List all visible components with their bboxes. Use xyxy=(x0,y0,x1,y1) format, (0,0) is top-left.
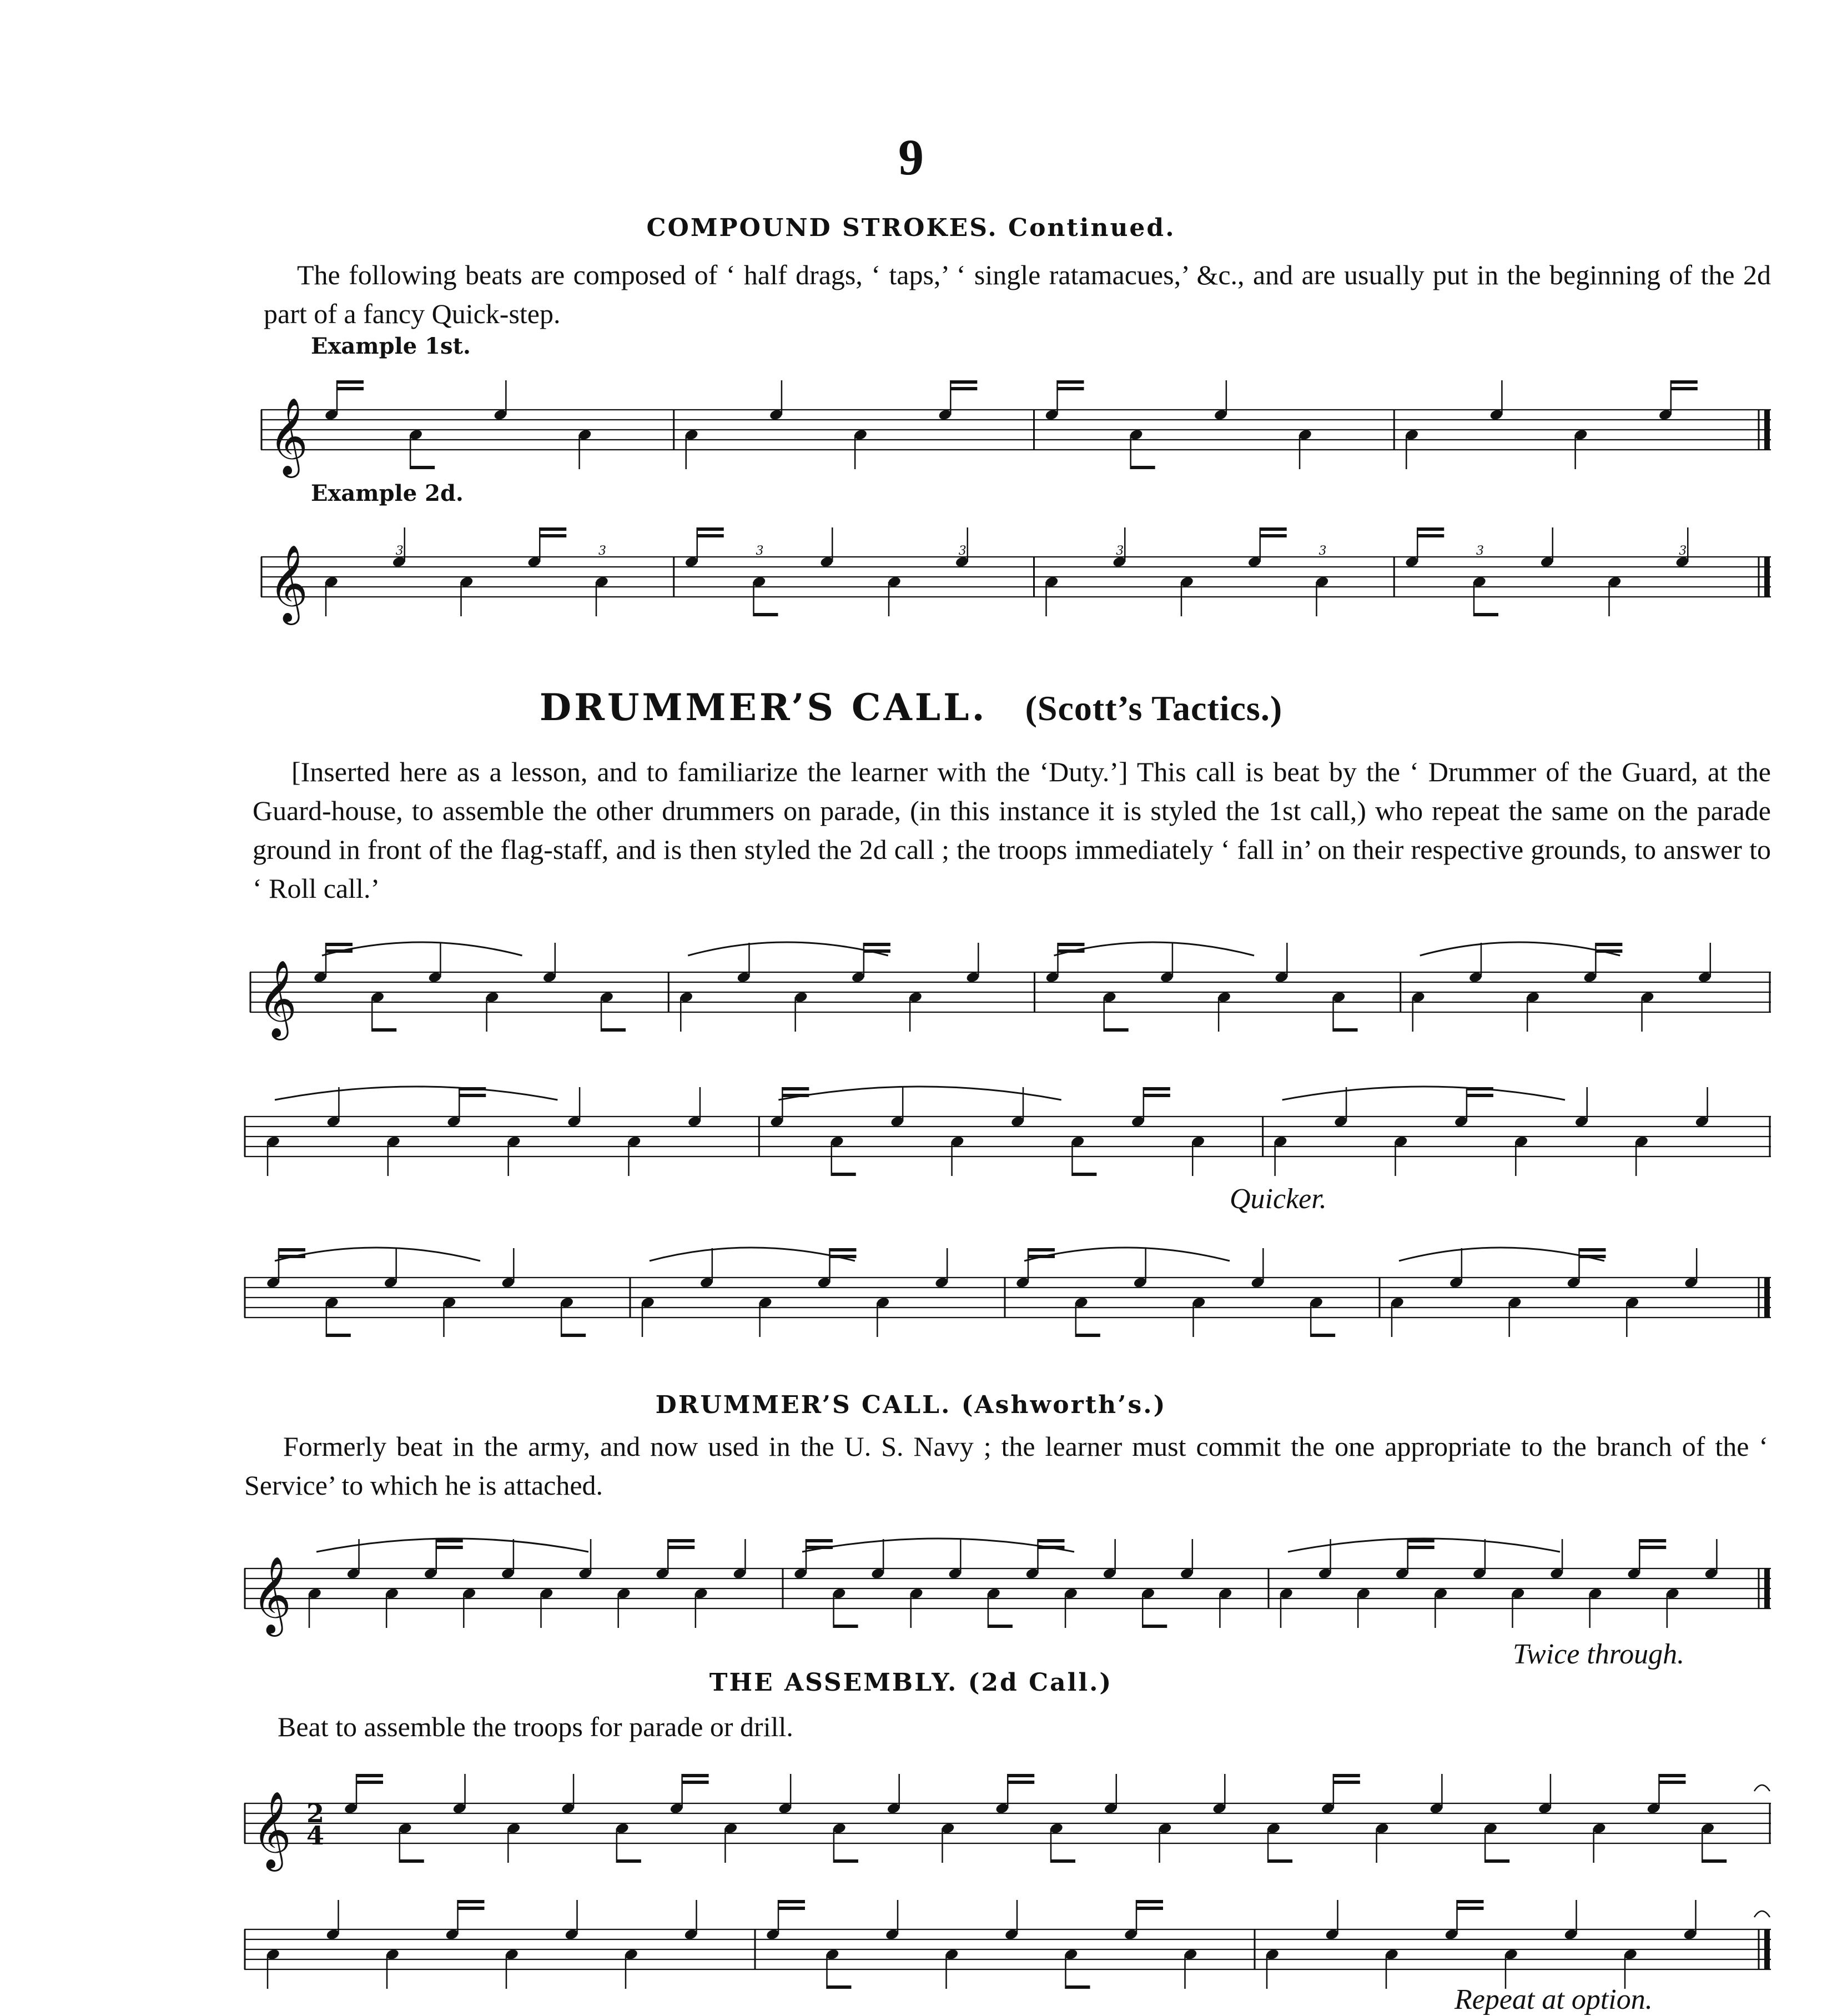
note-beam xyxy=(337,380,364,384)
final-bar-thick xyxy=(1764,557,1770,597)
triplet-mark: 3 xyxy=(598,544,606,558)
page-number: 9 xyxy=(898,129,924,185)
drummers-call-paragraph: [Inserted here as a lesson, and to familiarize the learner with the ‘Duty.’] This call is beat by the ‘ Drummer of the Guard, at the Guard-house, to assemble the other drummers on parade, (in this instance it is styled the 1st call,) who repeat the same on the parade ground in front of the flag-staff, and is then styled the 2d call ; the troops immediately ‘ fall in’ on their respective grounds, to answer to ‘ Roll call.’ xyxy=(253,756,1771,904)
note-beam xyxy=(1659,1781,1685,1784)
slur xyxy=(650,1248,855,1261)
note-beam xyxy=(1333,1781,1360,1784)
note-beam xyxy=(540,534,566,537)
note-beam xyxy=(950,380,977,384)
assembly-paragraph: Beat to assemble the troops for parade or drill. xyxy=(278,1711,793,1742)
note-beam xyxy=(832,1173,856,1176)
staff-example-2 xyxy=(261,519,1771,630)
slur xyxy=(275,1248,480,1261)
note-beam xyxy=(1058,949,1085,953)
note-beam xyxy=(1268,1859,1292,1863)
note-beam xyxy=(1038,1546,1065,1549)
note-beam xyxy=(1333,1028,1358,1032)
note-beam xyxy=(1639,1546,1666,1549)
note-beam xyxy=(1072,1173,1096,1176)
note-beam xyxy=(1579,1255,1606,1258)
note-beam xyxy=(459,1087,486,1090)
note-beam xyxy=(1076,1334,1100,1337)
note-beam xyxy=(834,1859,858,1863)
final-bar-thick xyxy=(1764,1929,1770,1969)
note-beam xyxy=(540,527,566,531)
compound-strokes-paragraph: The following beats are composed of ‘ half drags, ‘ taps,’ ‘ single ratamacues,’ &c., and are usually put in the beginning of the 2d part of a fancy Quick-step. xyxy=(264,259,1771,329)
note-beam xyxy=(1417,534,1444,537)
note-beam xyxy=(1408,1546,1435,1549)
note-beam xyxy=(1311,1334,1335,1337)
note-beam xyxy=(1058,387,1084,390)
note-beam xyxy=(1066,1985,1090,1989)
note-beam xyxy=(1144,1087,1170,1090)
note-beam xyxy=(1659,1774,1685,1777)
note-beam xyxy=(410,466,435,469)
note-beam xyxy=(806,1546,833,1549)
note-beam xyxy=(1671,380,1698,384)
note-beam xyxy=(1417,527,1444,531)
staff-drummers-call-3 xyxy=(244,1238,1771,1355)
staff-lines xyxy=(244,1117,1771,1157)
note-beam xyxy=(1136,1907,1163,1910)
note-beam xyxy=(1104,1028,1129,1032)
note-beam xyxy=(561,1334,586,1337)
note-beam xyxy=(1058,380,1084,384)
note-beam xyxy=(1408,1539,1435,1542)
note-beam xyxy=(436,1546,463,1549)
note-beam xyxy=(400,1859,424,1863)
note-beam xyxy=(782,1094,809,1097)
note-beam xyxy=(279,1255,305,1258)
note-beam xyxy=(830,1255,857,1258)
note-beam xyxy=(372,1028,396,1032)
note-beam xyxy=(778,1900,805,1903)
twice-through-note: Twice through. xyxy=(1513,1638,1685,1670)
slur xyxy=(1399,1248,1604,1261)
note-beam xyxy=(337,387,364,390)
staff-drummers-call-2 xyxy=(244,1077,1771,1194)
note-beam xyxy=(1639,1539,1666,1542)
staff-ashworth xyxy=(244,1527,1771,1649)
drummers-call-title xyxy=(0,686,1822,729)
treble-clef: 𝄞 xyxy=(269,398,308,475)
staff-lines xyxy=(244,1568,1771,1608)
note-beam xyxy=(1144,1094,1170,1097)
drummers-call-subtitle: (Scott’s Tactics.) xyxy=(1025,688,1283,728)
note-beam xyxy=(1260,527,1287,531)
repeat-at-option-note: Repeat at option. xyxy=(1454,1984,1653,2015)
note-beam xyxy=(1142,1625,1167,1628)
note-beam xyxy=(601,1028,626,1032)
note-beam xyxy=(1474,613,1498,616)
note-beam xyxy=(988,1625,1013,1628)
triplet-mark: 3 xyxy=(958,544,967,558)
triplet-mark: 3 xyxy=(1116,544,1124,558)
note-beam xyxy=(864,943,890,946)
note-beam xyxy=(1131,466,1155,469)
note-beam xyxy=(778,1907,805,1910)
fermata xyxy=(1754,1911,1770,1917)
note-beam xyxy=(279,1248,305,1251)
drummers-call-ashworth-title: DRUMMER’S CALL. (Ashworth’s.) xyxy=(655,1391,1167,1419)
note-beam xyxy=(1028,1255,1055,1258)
staff-assembly-1 xyxy=(244,1766,1771,1877)
note-beam xyxy=(1051,1859,1075,1863)
note-beam xyxy=(830,1248,857,1251)
staff-lines xyxy=(261,410,1771,450)
note-beam xyxy=(1595,943,1622,946)
note-beam xyxy=(1038,1539,1065,1542)
note-beam xyxy=(1467,1087,1493,1090)
staff-example-1 xyxy=(261,372,1771,483)
note-beam xyxy=(782,1087,809,1090)
note-beam xyxy=(697,534,724,537)
treble-clef: 𝄞 xyxy=(269,545,308,622)
note-beam xyxy=(326,1334,351,1337)
note-beam xyxy=(834,1625,858,1628)
drummers-call-ashworth-paragraph: Formerly beat in the army, and now used in the U. S. Navy ; the learner must commit the one appropriate to the branch of the ‘ Service’ to which he is attached. xyxy=(244,1431,1768,1501)
time-signature-bottom: 4 xyxy=(306,1821,325,1851)
note-beam xyxy=(1008,1781,1034,1784)
note-beam xyxy=(754,613,778,616)
note-beam xyxy=(950,387,977,390)
note-beam xyxy=(436,1539,463,1542)
final-bar-thick xyxy=(1764,1278,1770,1318)
slur xyxy=(1024,1248,1230,1261)
note-beam xyxy=(1595,949,1622,953)
treble-clef: 𝄞 xyxy=(252,1556,291,1633)
note-beam xyxy=(806,1539,833,1542)
note-beam xyxy=(356,1774,383,1777)
staff-lines xyxy=(244,1278,1771,1318)
note-beam xyxy=(1485,1859,1509,1863)
drummers-call-heading: DRUMMER’S CALL. xyxy=(539,686,988,729)
note-beam xyxy=(356,1781,383,1784)
slur xyxy=(275,1087,557,1100)
assembly-title: THE ASSEMBLY. (2d Call.) xyxy=(709,1668,1113,1697)
triplet-mark: 3 xyxy=(1476,544,1484,558)
example-2-label: Example 2d. xyxy=(311,480,464,506)
note-beam xyxy=(1457,1907,1484,1910)
note-beam xyxy=(1671,387,1698,390)
slur xyxy=(688,942,888,956)
note-beam xyxy=(668,1539,694,1542)
triplet-mark: 3 xyxy=(395,544,404,558)
note-beam xyxy=(459,1094,486,1097)
note-beam xyxy=(458,1900,485,1903)
staff-drummers-call-1 xyxy=(250,933,1771,1049)
fermata xyxy=(1754,1785,1770,1791)
note-beam xyxy=(458,1907,485,1910)
treble-clef: 𝄞 xyxy=(258,960,297,1037)
final-bar-thick xyxy=(1764,1568,1770,1608)
slur xyxy=(1282,1087,1565,1100)
example-1-label: Example 1st. xyxy=(311,333,471,359)
time-signature-top: 2 xyxy=(306,1798,325,1828)
note-beam xyxy=(1579,1248,1606,1251)
compound-strokes-title: COMPOUND STROKES. Continued. xyxy=(646,214,1176,242)
note-beam xyxy=(326,949,353,953)
note-beam xyxy=(682,1774,709,1777)
note-beam xyxy=(697,527,724,531)
staff-lines xyxy=(250,972,1771,1012)
triplet-mark: 3 xyxy=(1318,544,1327,558)
note-beam xyxy=(1008,1774,1034,1777)
note-beam xyxy=(617,1859,641,1863)
note-beam xyxy=(864,949,890,953)
note-beam xyxy=(1136,1900,1163,1903)
note-beam xyxy=(1058,943,1085,946)
note-beam xyxy=(827,1985,852,1989)
note-beam xyxy=(326,943,353,946)
note-beam xyxy=(1457,1900,1484,1903)
note-beam xyxy=(1260,534,1287,537)
note-beam xyxy=(1467,1094,1493,1097)
triplet-mark: 3 xyxy=(1679,544,1687,558)
triplet-mark: 3 xyxy=(756,544,764,558)
note-beam xyxy=(1702,1859,1727,1863)
slur xyxy=(802,1539,1074,1552)
note-beam xyxy=(1028,1248,1055,1251)
quicker-note: Quicker. xyxy=(1230,1183,1327,1215)
note-beam xyxy=(1333,1774,1360,1777)
treble-clef: 𝄞 xyxy=(252,1791,291,1868)
note-beam xyxy=(682,1781,709,1784)
slur xyxy=(1420,942,1620,956)
note-beam xyxy=(668,1546,694,1549)
slur xyxy=(778,1087,1061,1100)
final-bar-thick xyxy=(1764,410,1770,450)
